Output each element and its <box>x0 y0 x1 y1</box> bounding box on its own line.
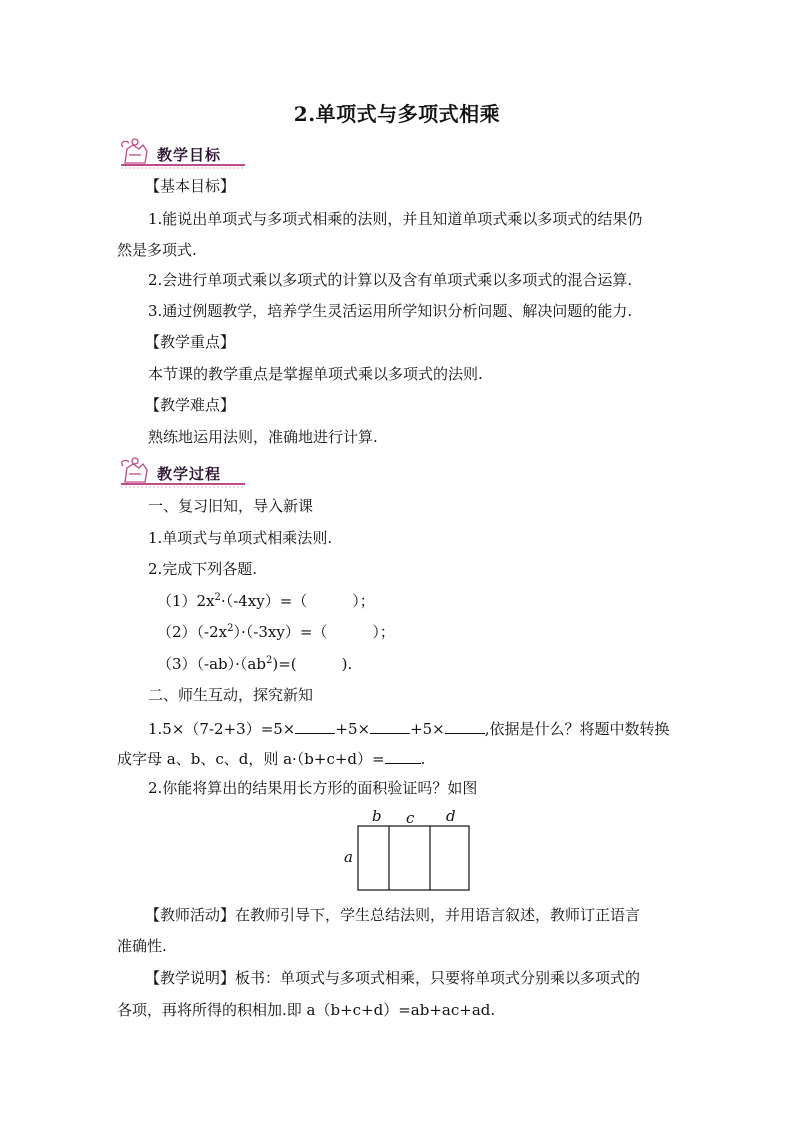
difficult-point-text: 熟练地运用法则，准确地进行计算. <box>148 428 378 446</box>
goal-1-line-2: 然是多项式. <box>117 241 197 259</box>
answer-blank[interactable] <box>385 747 421 764</box>
label-d: d <box>446 807 456 825</box>
question-1-line-1: 1.5×（7-2+3）=5× +5× +5× ,依据是什么？将题中数转换 <box>148 717 670 739</box>
label-c: c <box>406 809 415 827</box>
key-point-text: 本节课的教学重点是掌握单项式乘以多项式的法则. <box>148 365 483 383</box>
goal-3: 3.通过例题教学，培养学生灵活运用所学知识分析问题、解决问题的能力. <box>148 302 633 320</box>
exercise-2: $(2)(-2x^2)\cdot(-3xy)=$（ ）； <box>157 623 395 641</box>
label-b: b <box>372 807 382 825</box>
goal-1-line-1: 1.能说出单项式与多项式相乘的法则，并且知道单项式乘以多项式的结果仍 <box>148 210 643 228</box>
basic-goal-heading: 【基本目标】 <box>145 177 236 195</box>
question-1-line-2: 成字母 a、b、c、d，则 a·（b+c+d）= . <box>117 747 425 769</box>
review-item-1: 1.单项式与单项式相乘法则. <box>148 529 333 547</box>
teaching-explanation-line-2: 各项，再将所得的积相加.即 a（b+c+d）=ab+ac+ad. <box>117 1001 496 1019</box>
banner-title: 教学过程 <box>157 465 222 483</box>
section-banner-teaching-goals <box>117 137 247 171</box>
part-1-heading: 一、复习旧知，导入新课 <box>148 497 314 515</box>
rectangle-area-diagram <box>340 806 480 896</box>
exercise-1: $(1)2x^2\cdot(-4xy)=$（ ）； <box>157 592 375 610</box>
banner-title: 教学目标 <box>157 146 222 164</box>
teacher-activity-line-1: 【教师活动】在教师引导下，学生总结法则，并用语言叙述，教师订正语言 <box>145 906 641 924</box>
teacher-activity-line-2: 准确性. <box>117 937 167 955</box>
label-a: a <box>344 848 353 866</box>
goal-2: 2.会进行单项式乘以多项式的计算以及含有单项式乘以多项式的混合运算. <box>148 271 633 289</box>
page-title: 2.单项式与多项式相乘 <box>293 102 501 126</box>
teaching-explanation-line-1: 【教学说明】板书：单项式与多项式相乘，只要将单项式分别乘以多项式的 <box>145 969 641 987</box>
answer-blank[interactable] <box>295 717 335 734</box>
difficult-point-heading: 【教学难点】 <box>145 396 236 414</box>
section-banner-teaching-process <box>117 456 247 490</box>
part-2-heading: 二、师生互动，探究新知 <box>148 686 314 704</box>
exercise-3: $(3)(-ab)\cdot(ab^2)=$( ). <box>157 655 353 673</box>
question-2: 2.你能将算出的结果用长方形的面积验证吗？如图 <box>148 779 478 797</box>
key-point-heading: 【教学重点】 <box>145 333 236 351</box>
answer-blank[interactable] <box>445 717 485 734</box>
review-item-2: 2.完成下列各题. <box>148 560 258 578</box>
answer-blank[interactable] <box>370 717 410 734</box>
